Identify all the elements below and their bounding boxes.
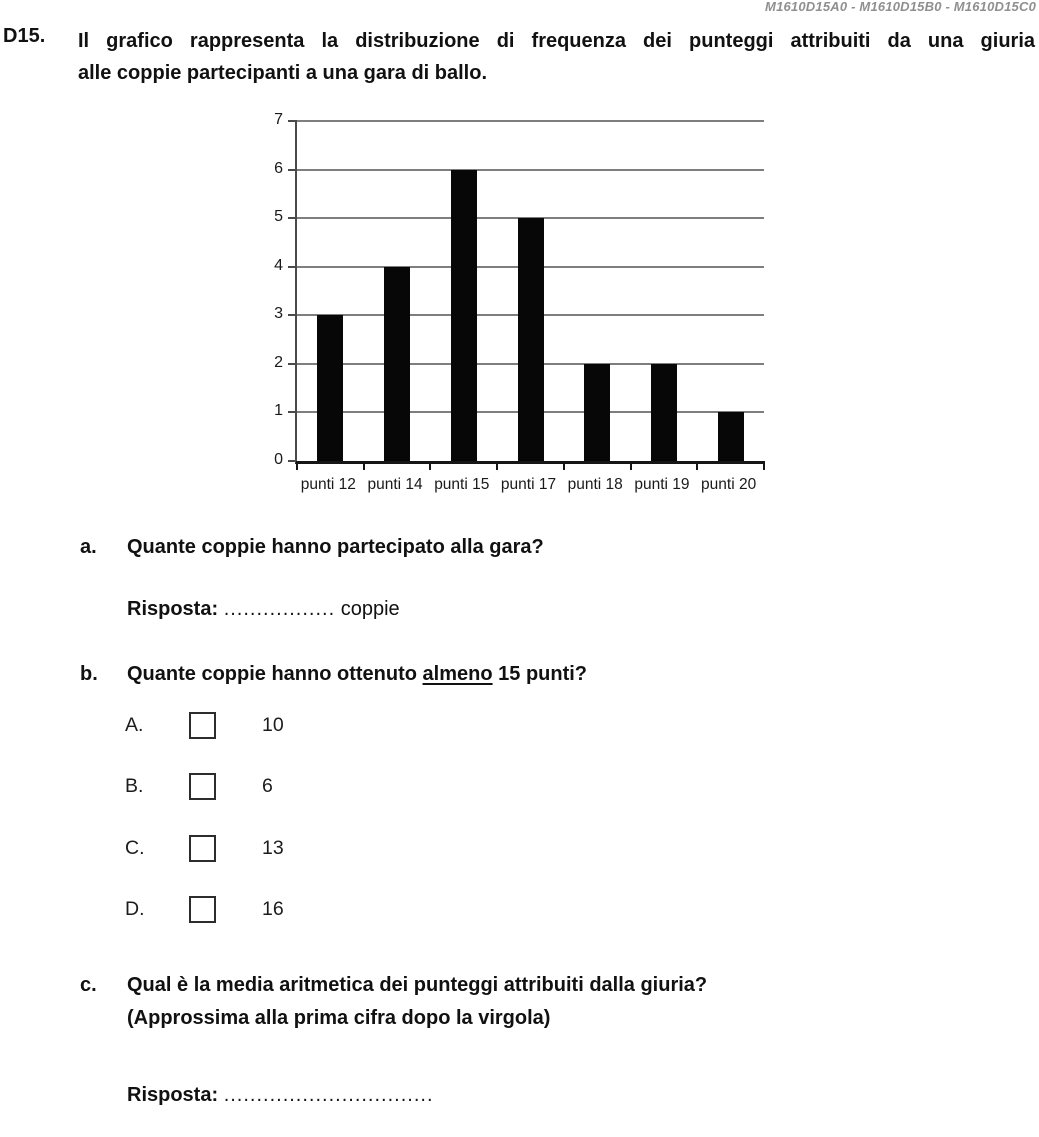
bar-punti-18 — [584, 364, 610, 461]
option-b-value: 6 — [262, 775, 273, 797]
option-row-b — [0, 773, 400, 803]
x-axis-label-punti-18: punti 18 — [567, 476, 623, 493]
y-axis-label-7: 7 — [274, 111, 283, 128]
part-c-answer-line — [127, 1084, 434, 1107]
x-axis-label-punti-12: punti 12 — [300, 476, 356, 493]
part-b-question-after: 15 punti? — [492, 663, 588, 685]
gridline-7 — [297, 120, 764, 122]
x-axis-label-punti-20: punti 20 — [701, 476, 757, 493]
y-axis-label-0: 0 — [274, 451, 283, 468]
part-a-label: a. — [80, 536, 97, 558]
part-a-answer-label: Risposta: — [127, 598, 219, 620]
part-a-answer-line — [127, 598, 400, 621]
y-axis-label-1: 1 — [274, 402, 283, 420]
bar-punti-14 — [384, 267, 410, 461]
option-b-letter: B. — [125, 775, 144, 797]
option-d-checkbox[interactable] — [189, 896, 216, 923]
part-c-question-line-2: (Approssima alla prima cifra dopo la virgola) — [127, 1007, 551, 1029]
x-axis-tick-1 — [363, 461, 365, 470]
option-a-letter: A. — [125, 714, 144, 736]
x-axis-tick-3 — [496, 461, 498, 470]
y-axis-tick-6 — [288, 169, 297, 171]
x-axis-tick-5 — [630, 461, 632, 470]
option-row-a — [0, 712, 400, 742]
part-c-question-line-1: Qual è la media aritmetica dei punteggi attribuiti dalla giuria? — [127, 974, 708, 996]
part-b-label: b. — [80, 663, 98, 685]
x-axis-tick-7 — [763, 461, 765, 470]
y-axis-tick-7 — [288, 120, 297, 122]
option-c-letter: C. — [125, 837, 145, 859]
x-axis-tick-6 — [696, 461, 698, 470]
chart-plot-area — [274, 111, 764, 468]
option-a-checkbox[interactable] — [189, 712, 216, 739]
x-axis-tick-2 — [429, 461, 431, 470]
question-stem-line-2: alle coppie partecipanti a una gara di ballo. — [78, 62, 487, 84]
part-a-question: Quante coppie hanno partecipato alla gara? — [127, 536, 544, 558]
option-c-value: 13 — [262, 837, 284, 859]
y-axis-label-6: 6 — [274, 159, 283, 177]
bar-punti-17 — [518, 218, 544, 461]
bar-chart — [265, 111, 795, 513]
option-d-letter: D. — [125, 898, 145, 920]
part-b-question — [127, 663, 587, 686]
x-axis-tick-4 — [563, 461, 565, 470]
option-d-value: 16 — [262, 898, 284, 920]
part-b-question-underlined: almeno — [422, 663, 493, 685]
y-axis-tick-1 — [288, 411, 297, 413]
x-axis-tick-0 — [296, 461, 298, 470]
part-c-answer-blank: ................................ — [223, 1084, 434, 1106]
question-stem-line-1: Il grafico rappresenta la distribuzione di frequenza dei punteggi attribuiti da una giuria — [78, 30, 1035, 52]
gridline-6 — [297, 169, 764, 171]
document-code: M1610D15A0 - M1610D15B0 - M1610D15C0 — [765, 0, 1036, 14]
option-c-checkbox[interactable] — [189, 835, 216, 862]
y-axis-label-2: 2 — [274, 353, 283, 371]
y-axis-label-5: 5 — [274, 208, 283, 226]
option-row-c — [0, 835, 400, 865]
option-a-value: 10 — [262, 714, 284, 736]
y-axis-tick-5 — [288, 217, 297, 219]
x-axis-label-punti-15: punti 15 — [434, 476, 490, 493]
option-b-checkbox[interactable] — [189, 773, 216, 800]
bar-punti-20 — [718, 412, 744, 461]
y-axis-tick-4 — [288, 266, 297, 268]
question-stem — [78, 25, 1035, 89]
option-row-d — [0, 896, 400, 926]
x-axis-label-punti-17: punti 17 — [500, 476, 557, 493]
part-a-answer-suffix: coppie — [340, 598, 400, 620]
y-axis-label-4: 4 — [274, 256, 283, 274]
y-axis-tick-2 — [288, 363, 297, 365]
y-axis-label-3: 3 — [274, 305, 283, 323]
bar-punti-15 — [451, 170, 477, 461]
part-c-label: c. — [80, 974, 97, 996]
bar-punti-19 — [651, 364, 677, 461]
x-axis-label-punti-14: punti 14 — [367, 476, 423, 493]
y-axis-tick-3 — [288, 314, 297, 316]
x-axis-label-punti-19: punti 19 — [634, 476, 690, 493]
question-number: D15. — [3, 25, 46, 47]
part-c-answer-label: Risposta: — [127, 1084, 219, 1106]
bar-punti-12 — [317, 315, 343, 461]
part-a-answer-blank: ................. — [223, 598, 336, 620]
chart-x-axis-labels — [295, 476, 762, 498]
part-b-question-before: Quante coppie hanno ottenuto — [127, 663, 423, 685]
